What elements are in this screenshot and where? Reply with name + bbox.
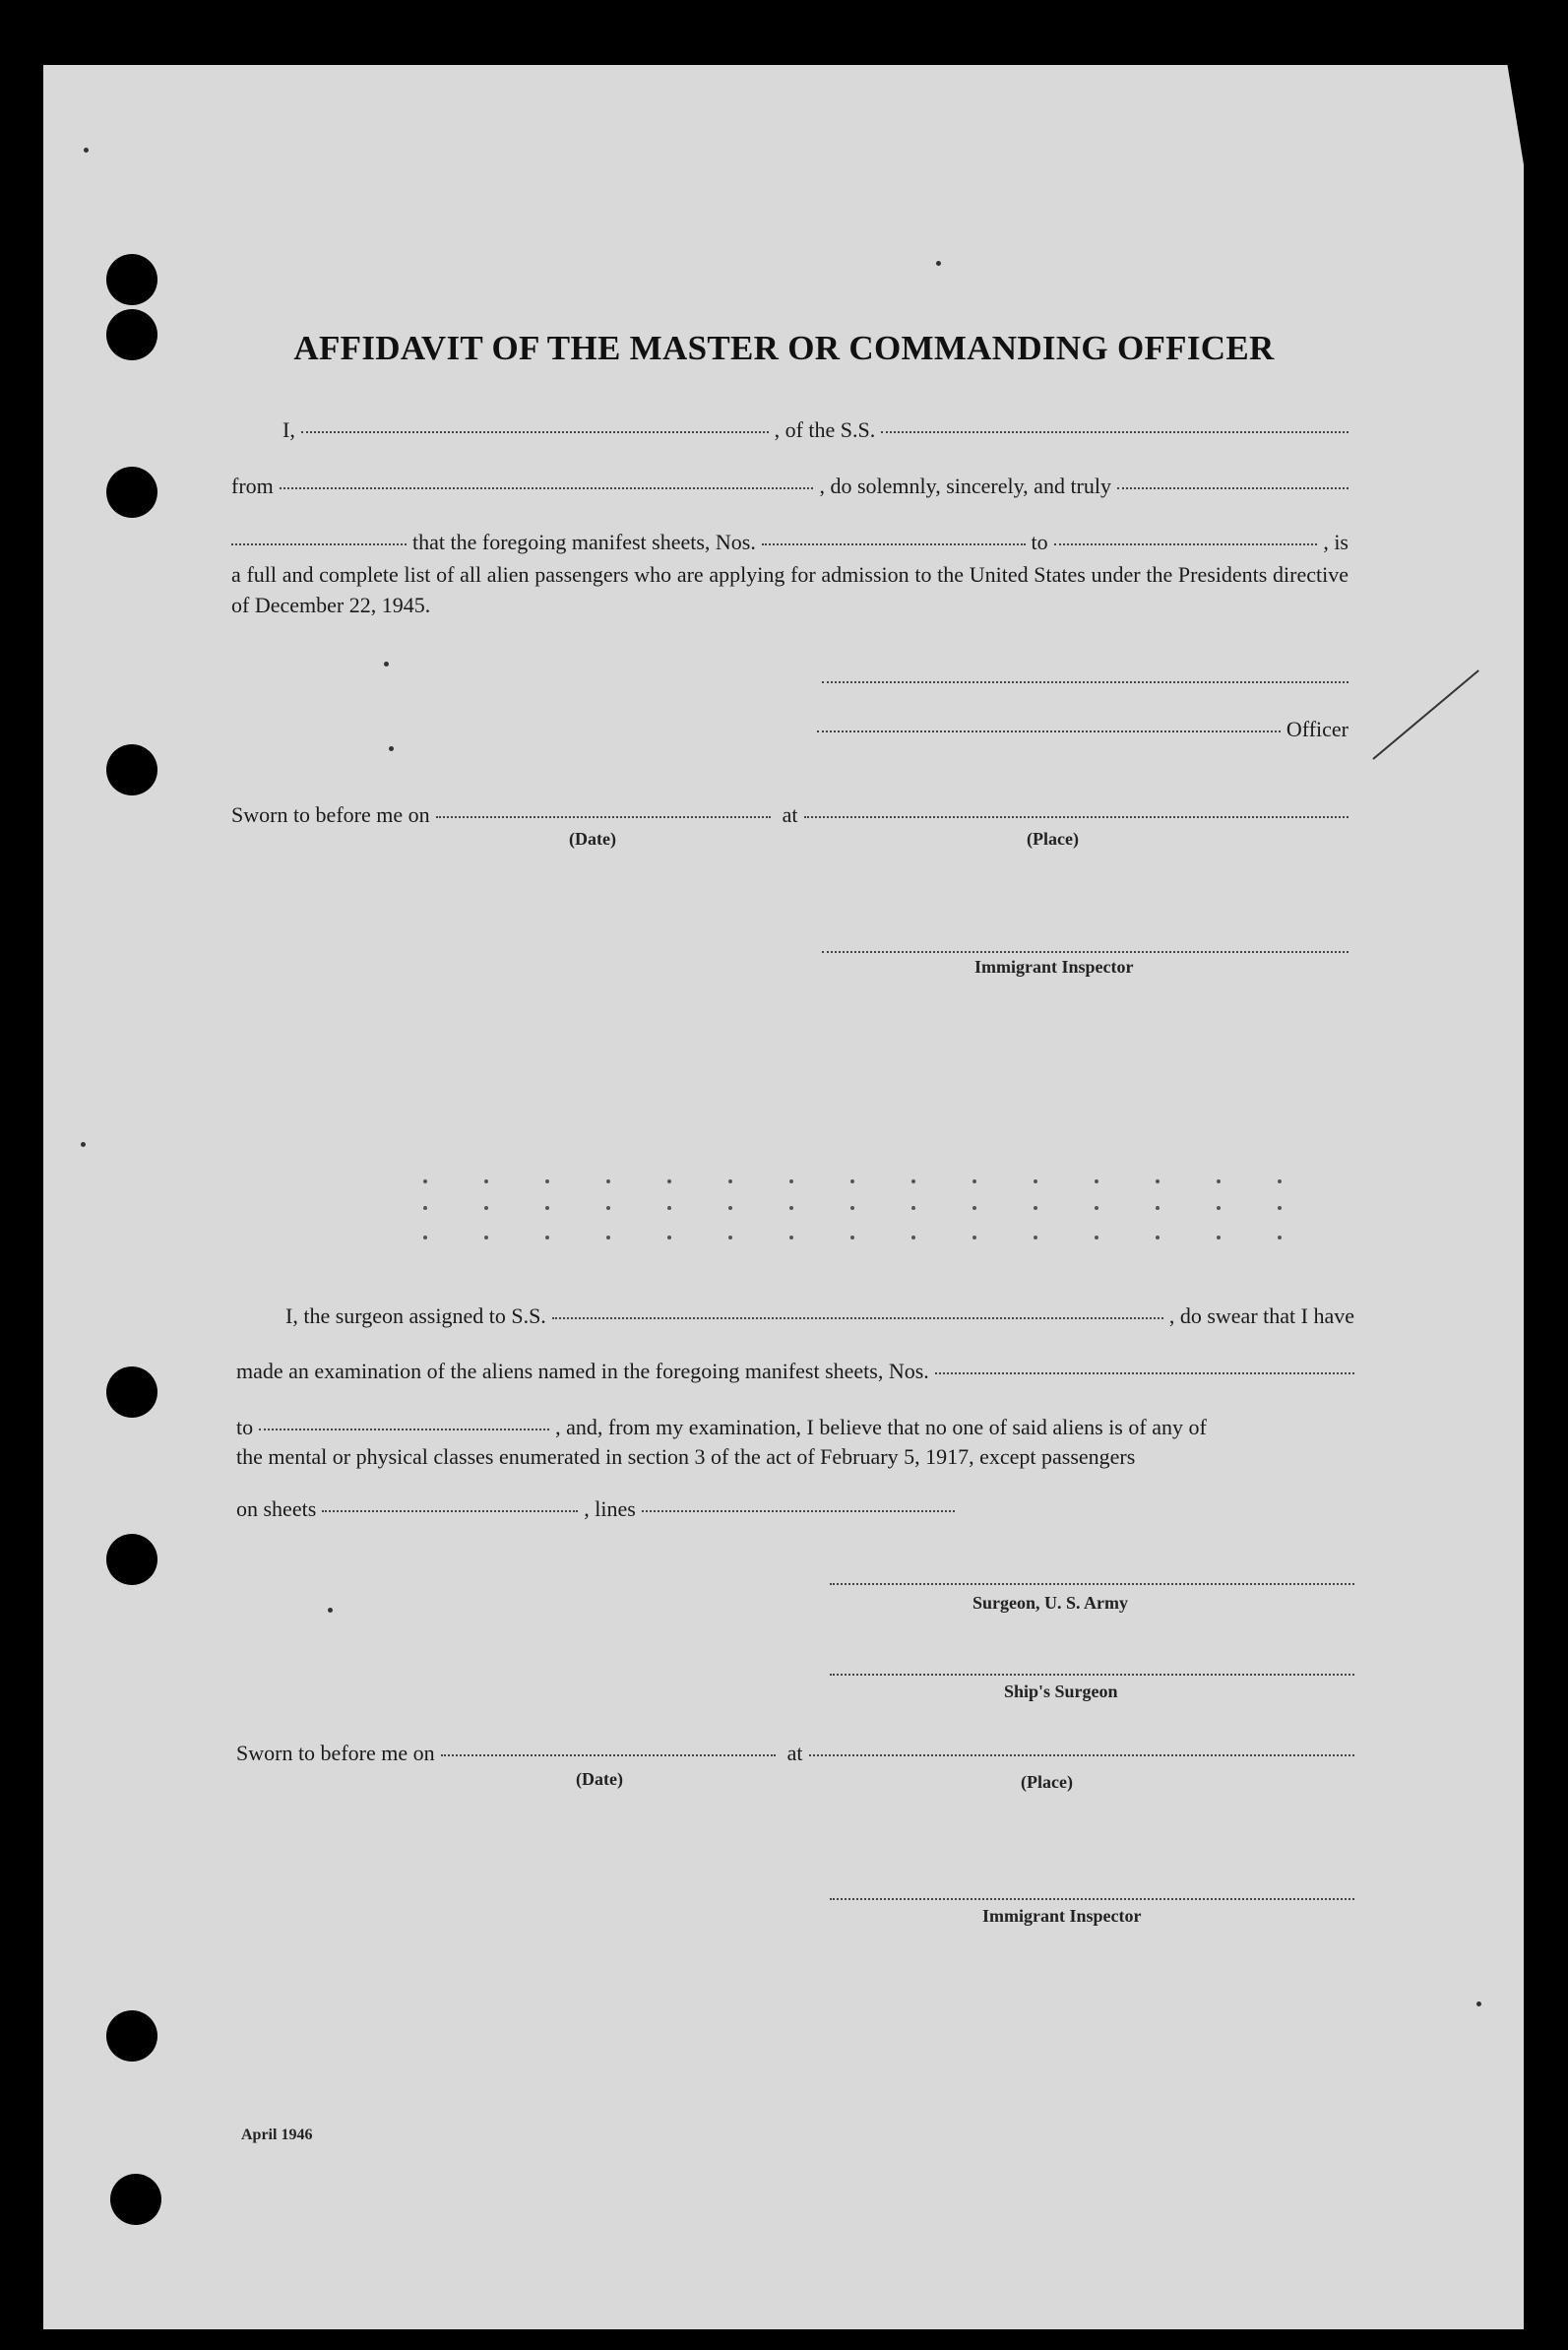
surgeon-line-1 (285, 1303, 1354, 1329)
speck (389, 746, 394, 751)
ship-surgeon-signature-line[interactable] (830, 1674, 1354, 1676)
army-surgeon-signature-line[interactable] (830, 1583, 1354, 1585)
surgeon-exam-label: made an examination of the aliens named in the foregoing manifest sheets, Nos. (236, 1359, 929, 1383)
master-sworn-line (231, 802, 1348, 828)
master-signature-line[interactable] (822, 681, 1348, 683)
master-i-label: I, (282, 417, 295, 442)
surgeon-sworn-line (236, 1741, 1354, 1766)
surgeon-nos-from-field[interactable] (935, 1371, 1354, 1374)
master-nos-from-field[interactable] (762, 542, 1026, 545)
surgeon-sheets-field[interactable] (322, 1509, 578, 1512)
speck (81, 1142, 86, 1147)
speck (384, 662, 389, 667)
master-name-field[interactable] (301, 430, 769, 433)
section-divider (423, 1179, 1282, 1183)
master-is-label: , is (1323, 530, 1348, 554)
speck (936, 261, 941, 266)
ship-surgeon-caption: Ship's Surgeon (1004, 1682, 1118, 1701)
form-date: April 1946 (241, 2127, 313, 2143)
surgeon-line-3 (236, 1415, 1354, 1440)
master-sworn-date-field[interactable] (436, 815, 771, 818)
master-inspector-caption: Immigrant Inspector (974, 957, 1134, 977)
officer-signature-line (817, 717, 1348, 742)
surgeon-line-2 (236, 1359, 1354, 1384)
master-from-label: from (231, 474, 274, 498)
surgeon-ship-field[interactable] (552, 1316, 1163, 1319)
master-line-1 (282, 417, 1348, 443)
master-of-ss-label: , of the S.S. (774, 417, 876, 442)
master-nos-to-field[interactable] (1054, 542, 1318, 545)
surgeon-date-caption: (Date) (576, 1769, 623, 1789)
master-at-label: at (782, 802, 798, 827)
surgeon-sworn-place-field[interactable] (809, 1753, 1354, 1756)
surgeon-classes-text: the mental or physical classes enumerated in section 3 of the act of February 5, 1917, except passengers (236, 1444, 1136, 1469)
master-inspector-signature-line[interactable] (822, 951, 1348, 953)
surgeon-swear-label: , do swear that I have (1168, 1303, 1354, 1328)
surgeon-sworn-label: Sworn to before me on (236, 1741, 435, 1765)
surgeon-inspector-caption: Immigrant Inspector (982, 1906, 1142, 1926)
surgeon-nos-to-field[interactable] (259, 1428, 549, 1430)
speck (84, 148, 89, 153)
army-surgeon-caption: Surgeon, U. S. Army (972, 1593, 1129, 1613)
speck (1476, 2001, 1481, 2006)
surgeon-place-caption: (Place) (1021, 1772, 1073, 1792)
surgeon-inspector-signature-line[interactable] (830, 1898, 1354, 1900)
surgeon-to-label: to (236, 1415, 254, 1439)
master-solemn-label: , do solemnly, sincerely, and truly (819, 474, 1111, 498)
master-statement: a full and complete list of all alien passengers who are applying for admission to the United States under the Presidents directive of December 22, 1945. (231, 562, 1348, 617)
master-line-2 (231, 474, 1348, 499)
officer-signature-field[interactable] (817, 730, 1281, 732)
surgeon-line-5 (236, 1496, 955, 1522)
surgeon-sheets-label: on sheets (236, 1496, 317, 1521)
punch-hole (106, 254, 157, 305)
master-to-label: to (1031, 530, 1048, 554)
surgeon-lines-field[interactable] (642, 1509, 955, 1512)
master-date-caption: (Date) (569, 829, 616, 849)
surgeon-at-label: at (786, 1741, 803, 1765)
form-sheet (43, 65, 1524, 2329)
master-sworn-label: Sworn to before me on (231, 802, 430, 827)
master-oath-field[interactable] (1117, 486, 1348, 489)
speck (328, 1608, 333, 1613)
master-ship-field[interactable] (881, 430, 1348, 433)
master-sworn-place-field[interactable] (804, 815, 1348, 818)
punch-hole (110, 2174, 161, 2225)
surgeon-sworn-date-field[interactable] (441, 1753, 776, 1756)
punch-hole (106, 1366, 157, 1418)
section-divider (423, 1206, 1282, 1210)
document-title: AFFIDAVIT OF THE MASTER OR COMMANDING OFFICER (293, 329, 1275, 367)
master-line-3 (231, 530, 1348, 555)
surgeon-belief-label: , and, from my examination, I believe that no one of said aliens is of any of (555, 1415, 1207, 1439)
punch-hole (106, 744, 157, 795)
punch-hole (106, 2010, 157, 2062)
section-divider (423, 1236, 1282, 1239)
surgeon-lines-label: , lines (584, 1496, 636, 1521)
officer-label: Officer (1286, 717, 1348, 741)
punch-hole (106, 467, 157, 518)
master-manifest-label: that the foregoing manifest sheets, Nos. (412, 530, 756, 554)
punch-hole (106, 1534, 157, 1585)
master-from-field[interactable] (280, 486, 814, 489)
surgeon-ss-label: I, the surgeon assigned to S.S. (285, 1303, 546, 1328)
master-place-caption: (Place) (1027, 829, 1079, 849)
master-swear-field[interactable] (231, 542, 407, 545)
